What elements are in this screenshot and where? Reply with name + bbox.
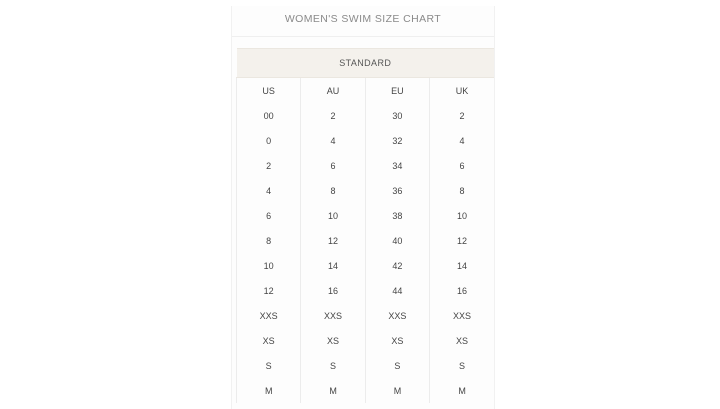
table-cell-au: 8	[301, 178, 365, 203]
table-cell-uk: 8	[430, 178, 494, 203]
table-cell-uk: 2	[430, 103, 494, 128]
page-title: WOMEN'S SWIM SIZE CHART	[232, 6, 494, 37]
table-cell-au: 2	[301, 103, 365, 128]
table-cell-au: 12	[301, 228, 365, 253]
table-cell-us: 00	[237, 103, 301, 128]
table-cell-us: 12	[237, 278, 301, 303]
column-header-eu: EU	[365, 78, 429, 104]
table-cell-us: M	[237, 378, 301, 403]
table-cell-us: 0	[237, 128, 301, 153]
table-cell-au: M	[301, 378, 365, 403]
table-cell-eu: M	[365, 378, 429, 403]
size-chart-table	[236, 48, 494, 403]
table-cell-uk: 6	[430, 153, 494, 178]
table-cell-uk: XXS	[430, 303, 494, 328]
table-cell-eu: 36	[365, 178, 429, 203]
size-chart-panel	[231, 6, 495, 409]
table-cell-au: S	[301, 353, 365, 378]
table-cell-us: S	[237, 353, 301, 378]
table-cell-uk: XS	[430, 328, 494, 353]
table-cell-us: 10	[237, 253, 301, 278]
table-cell-au: 4	[301, 128, 365, 153]
table-row	[237, 278, 495, 303]
table-row	[237, 128, 495, 153]
table-row	[237, 153, 495, 178]
table-cell-us: XS	[237, 328, 301, 353]
table-cell-us: 6	[237, 203, 301, 228]
table-row	[237, 253, 495, 278]
table-cell-eu: 38	[365, 203, 429, 228]
column-header-uk: UK	[430, 78, 494, 104]
table-cell-au: 6	[301, 153, 365, 178]
table-cell-uk: S	[430, 353, 494, 378]
column-header-row	[237, 78, 495, 104]
table-cell-uk: 10	[430, 203, 494, 228]
table-row	[237, 178, 495, 203]
table-cell-uk: 12	[430, 228, 494, 253]
table-cell-au: 14	[301, 253, 365, 278]
table-cell-eu: 30	[365, 103, 429, 128]
table-cell-au: XS	[301, 328, 365, 353]
column-header-us: US	[237, 78, 301, 104]
table-row	[237, 378, 495, 403]
table-cell-eu: 32	[365, 128, 429, 153]
table-cell-eu: 44	[365, 278, 429, 303]
table-row	[237, 303, 495, 328]
table-cell-us: 2	[237, 153, 301, 178]
table-cell-eu: S	[365, 353, 429, 378]
table-cell-eu: XS	[365, 328, 429, 353]
table-cell-uk: 4	[430, 128, 494, 153]
standard-group-header: STANDARD	[237, 49, 495, 78]
column-header-au: AU	[301, 78, 365, 104]
group-header-row	[237, 49, 495, 78]
table-cell-eu: XXS	[365, 303, 429, 328]
table-cell-us: XXS	[237, 303, 301, 328]
table-cell-eu: 42	[365, 253, 429, 278]
table-row	[237, 353, 495, 378]
table-cell-eu: 40	[365, 228, 429, 253]
table-cell-uk: 14	[430, 253, 494, 278]
table-cell-us: 8	[237, 228, 301, 253]
table-cell-au: 10	[301, 203, 365, 228]
table-cell-uk: 16	[430, 278, 494, 303]
table-row	[237, 203, 495, 228]
table-cell-au: XXS	[301, 303, 365, 328]
table-row	[237, 328, 495, 353]
table-cell-au: 16	[301, 278, 365, 303]
table-cell-eu: 34	[365, 153, 429, 178]
table-cell-uk: M	[430, 378, 494, 403]
table-cell-us: 4	[237, 178, 301, 203]
table-row	[237, 103, 495, 128]
table-row	[237, 228, 495, 253]
